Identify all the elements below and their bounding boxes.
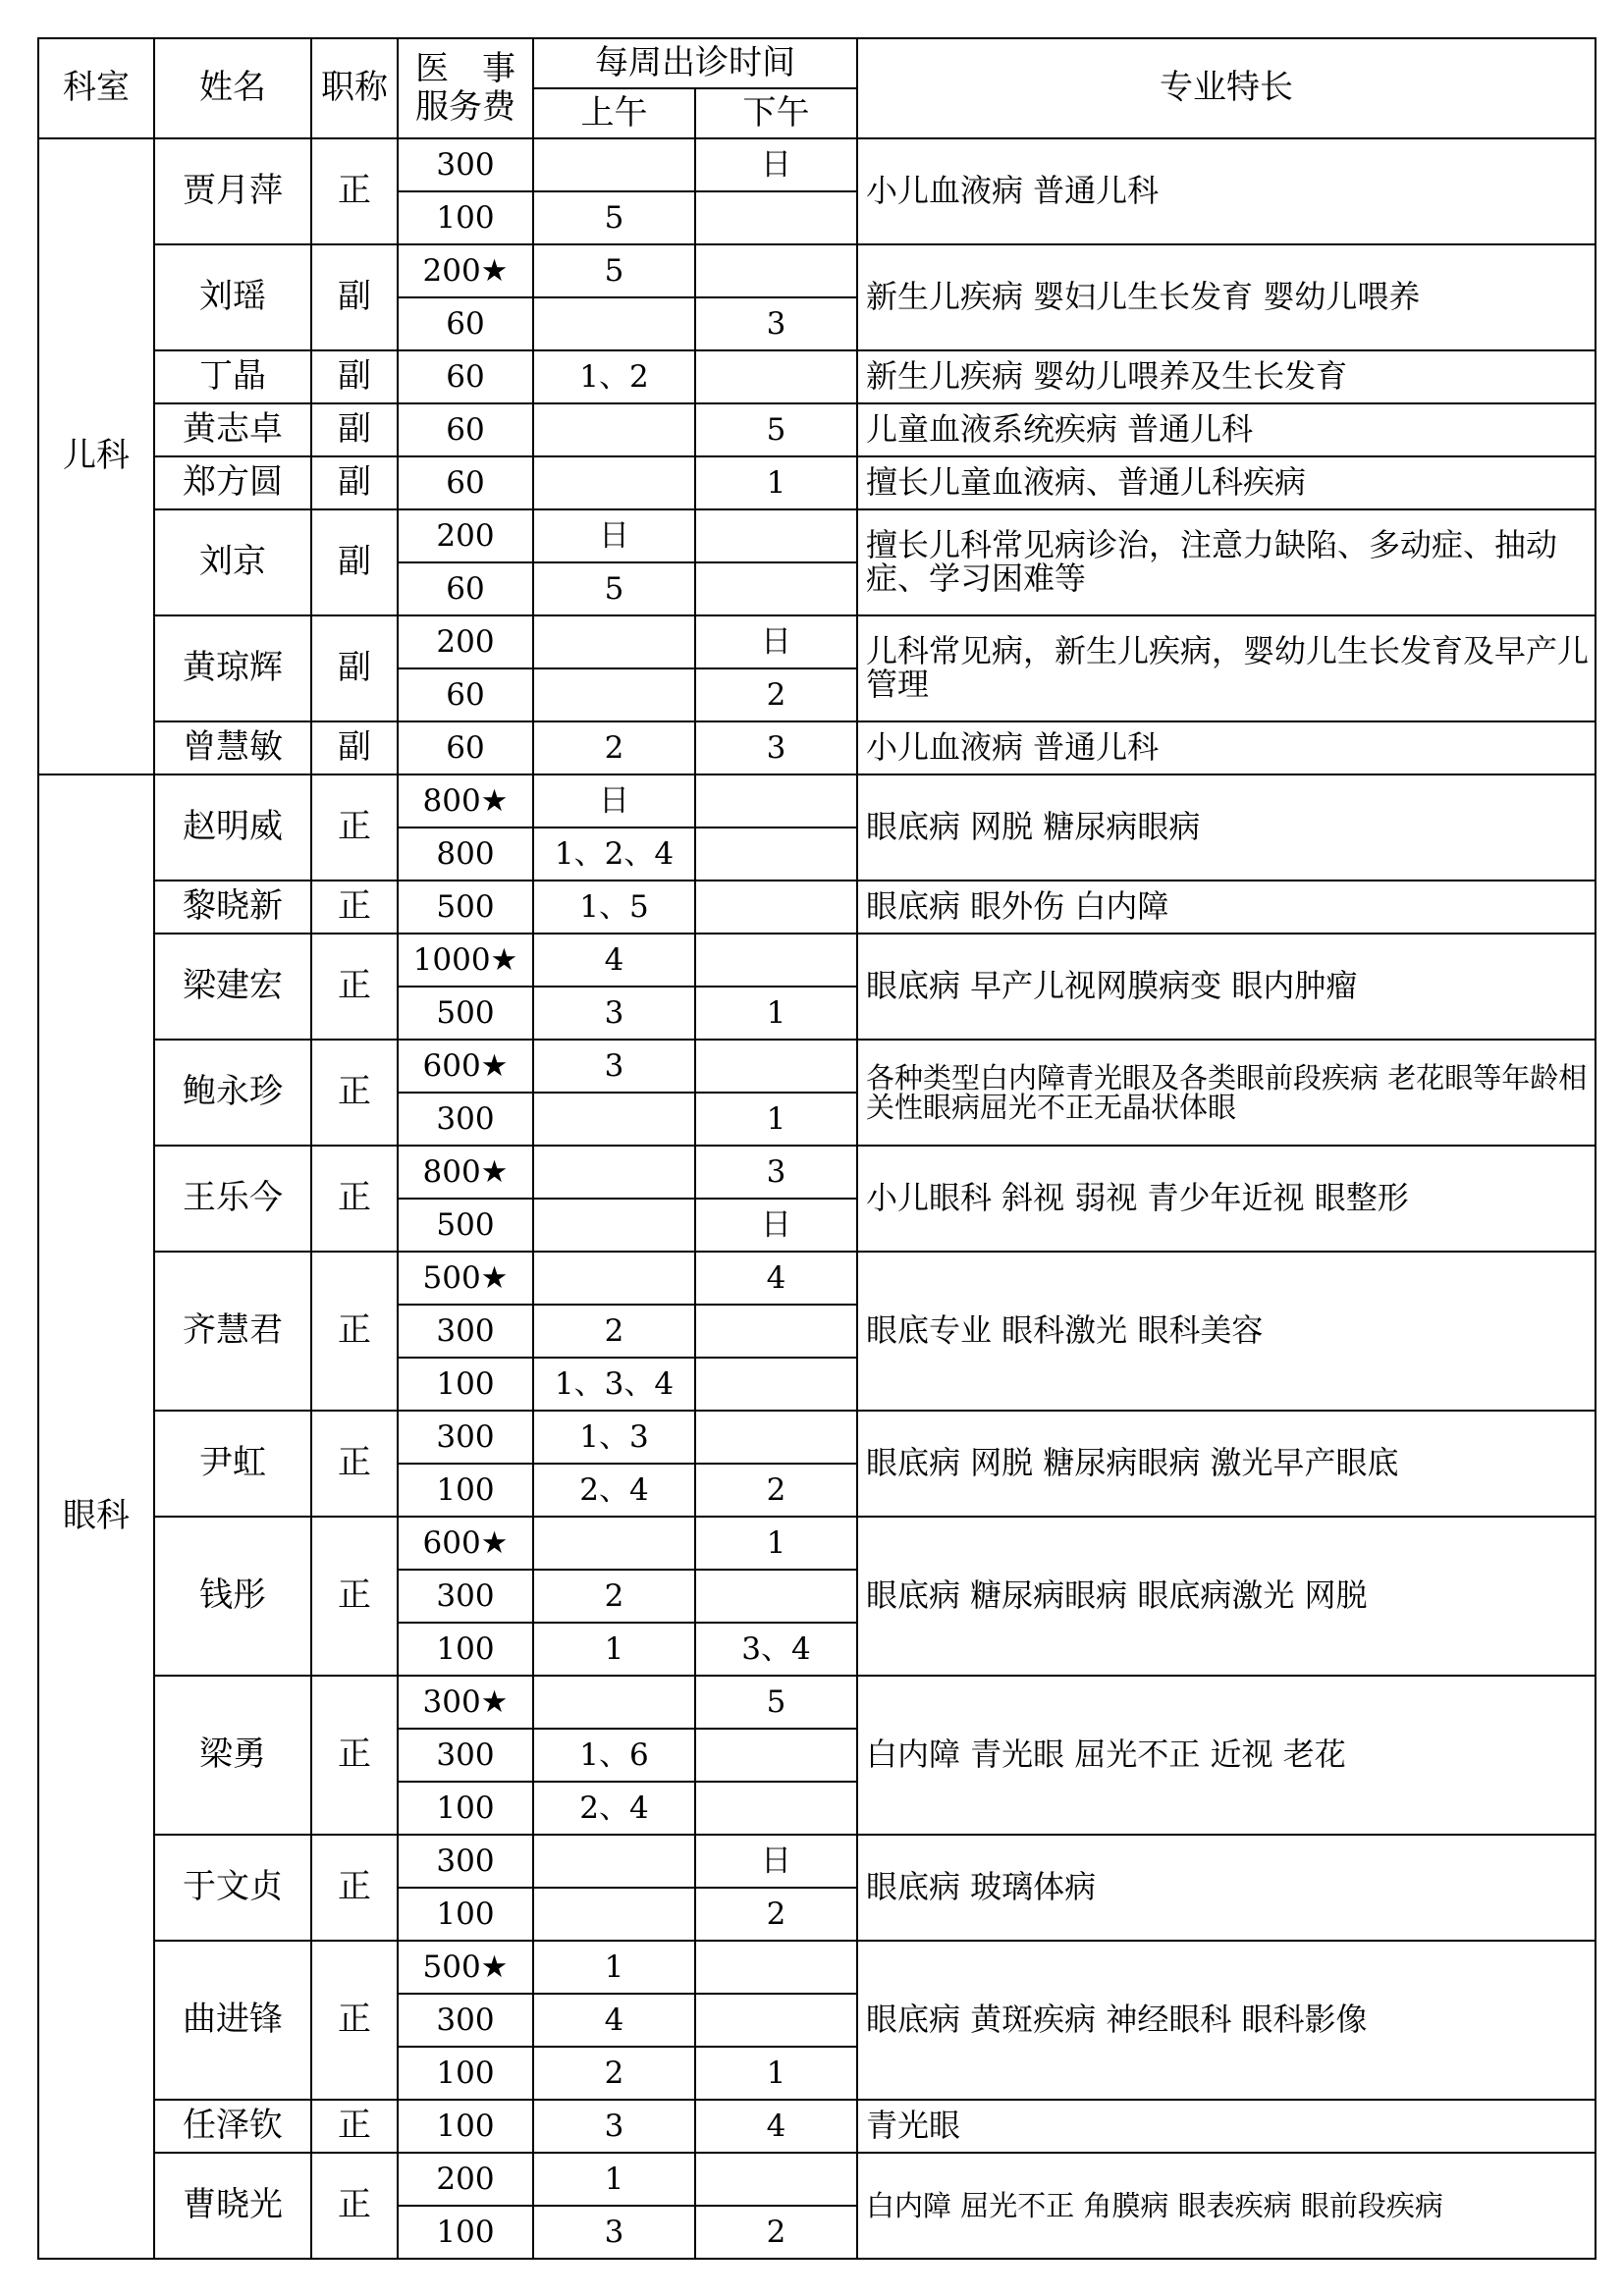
service-fee: 300 xyxy=(398,1729,533,1782)
service-fee: 800★ xyxy=(398,1146,533,1199)
service-fee: 800 xyxy=(398,828,533,881)
service-fee: 60 xyxy=(398,668,533,721)
doctor-title: 正 xyxy=(311,881,398,934)
am-days xyxy=(533,1517,695,1570)
specialty: 眼底病 网脱 糖尿病眼病 xyxy=(857,774,1596,881)
table-row xyxy=(38,881,1596,934)
table-row xyxy=(38,244,1596,297)
pm-days: 日 xyxy=(695,138,857,191)
am-days: 1、5 xyxy=(533,881,695,934)
service-fee: 200★ xyxy=(398,244,533,297)
am-days xyxy=(533,1835,695,1888)
service-fee: 60 xyxy=(398,721,533,774)
doctor-title: 副 xyxy=(311,615,398,721)
service-fee: 600★ xyxy=(398,1040,533,1093)
doctor-name: 梁建宏 xyxy=(154,934,311,1040)
service-fee: 100 xyxy=(398,2047,533,2100)
specialty: 眼底专业 眼科激光 眼科美容 xyxy=(857,1252,1596,1411)
pm-days xyxy=(695,1941,857,1994)
doctor-name: 梁勇 xyxy=(154,1676,311,1835)
doctor-title: 副 xyxy=(311,244,398,350)
service-fee: 200 xyxy=(398,2153,533,2206)
service-fee: 1000★ xyxy=(398,934,533,987)
service-fee: 300 xyxy=(398,138,533,191)
service-fee: 60 xyxy=(398,456,533,509)
am-days xyxy=(533,297,695,350)
service-fee: 300 xyxy=(398,1093,533,1146)
header-title: 职称 xyxy=(311,38,398,138)
doctor-title: 正 xyxy=(311,774,398,881)
specialty: 眼底病 玻璃体病 xyxy=(857,1835,1596,1941)
am-days: 1、3、4 xyxy=(533,1358,695,1411)
am-days: 1 xyxy=(533,1941,695,1994)
service-fee: 800★ xyxy=(398,774,533,828)
doctor-title: 副 xyxy=(311,403,398,456)
table-row xyxy=(38,934,1596,987)
am-days: 2 xyxy=(533,721,695,774)
specialty: 眼底病 黄斑疾病 神经眼科 眼科影像 xyxy=(857,1941,1596,2100)
pm-days xyxy=(695,2153,857,2206)
header-schedule: 每周出诊时间 xyxy=(533,38,857,88)
pm-days xyxy=(695,1729,857,1782)
am-days: 3 xyxy=(533,1040,695,1093)
service-fee: 100 xyxy=(398,2206,533,2259)
pm-days xyxy=(695,244,857,297)
service-fee: 200 xyxy=(398,615,533,668)
am-days xyxy=(533,668,695,721)
am-days: 4 xyxy=(533,934,695,987)
pm-days xyxy=(695,1040,857,1093)
am-days: 1 xyxy=(533,1623,695,1676)
doctor-name: 王乐今 xyxy=(154,1146,311,1252)
pm-days xyxy=(695,1994,857,2047)
doctor-name: 丁晶 xyxy=(154,350,311,403)
am-days xyxy=(533,456,695,509)
doctor-name: 贾月萍 xyxy=(154,138,311,244)
doctor-name: 黄琼辉 xyxy=(154,615,311,721)
pm-days xyxy=(695,191,857,244)
header-fee-line1: 医 事 xyxy=(415,48,515,88)
doctor-name: 刘京 xyxy=(154,509,311,615)
table-row xyxy=(38,350,1596,403)
pm-days: 日 xyxy=(695,1199,857,1252)
pm-days: 3 xyxy=(695,297,857,350)
table-row xyxy=(38,509,1596,562)
specialty: 眼底病 网脱 糖尿病眼病 激光早产眼底 xyxy=(857,1411,1596,1517)
doctor-title: 副 xyxy=(311,350,398,403)
am-days: 日 xyxy=(533,509,695,562)
pm-days: 2 xyxy=(695,2206,857,2259)
am-days: 3 xyxy=(533,2100,695,2153)
doctor-name: 赵明威 xyxy=(154,774,311,881)
am-days xyxy=(533,1676,695,1729)
table-row xyxy=(38,1676,1596,1729)
service-fee: 300 xyxy=(398,1305,533,1358)
doctor-title: 正 xyxy=(311,1941,398,2100)
doctor-title: 正 xyxy=(311,1517,398,1676)
doctor-title: 正 xyxy=(311,138,398,244)
service-fee: 300 xyxy=(398,1570,533,1623)
specialty: 小儿血液病 普通儿科 xyxy=(857,138,1596,244)
service-fee: 60 xyxy=(398,297,533,350)
pm-days: 1 xyxy=(695,2047,857,2100)
table-row xyxy=(38,1146,1596,1199)
doctor-name: 刘瑶 xyxy=(154,244,311,350)
doctor-title: 正 xyxy=(311,1252,398,1411)
specialty: 儿童血液系统疾病 普通儿科 xyxy=(857,403,1596,456)
doctor-title: 正 xyxy=(311,2100,398,2153)
service-fee: 100 xyxy=(398,1358,533,1411)
pm-days xyxy=(695,881,857,934)
doctor-title: 正 xyxy=(311,1676,398,1835)
service-fee: 60 xyxy=(398,403,533,456)
pm-days xyxy=(695,350,857,403)
specialty: 眼底病 糖尿病眼病 眼底病激光 网脱 xyxy=(857,1517,1596,1676)
pm-days: 5 xyxy=(695,403,857,456)
table-row xyxy=(38,615,1596,668)
doctor-title: 正 xyxy=(311,1040,398,1146)
pm-days: 5 xyxy=(695,1676,857,1729)
am-days: 2 xyxy=(533,1305,695,1358)
pm-days: 日 xyxy=(695,615,857,668)
am-days xyxy=(533,1252,695,1305)
doctor-title: 副 xyxy=(311,456,398,509)
am-days xyxy=(533,615,695,668)
am-days: 2 xyxy=(533,1570,695,1623)
table-row xyxy=(38,2100,1596,2153)
specialty: 擅长儿童血液病、普通儿科疾病 xyxy=(857,456,1596,509)
pm-days: 1 xyxy=(695,987,857,1040)
doctor-title: 副 xyxy=(311,721,398,774)
doctor-name: 于文贞 xyxy=(154,1835,311,1941)
doctor-title: 正 xyxy=(311,1411,398,1517)
table-row xyxy=(38,2153,1596,2206)
table-row xyxy=(38,1517,1596,1570)
specialty: 眼底病 早产儿视网膜病变 眼内肿瘤 xyxy=(857,934,1596,1040)
service-fee: 100 xyxy=(398,191,533,244)
table-row xyxy=(38,1835,1596,1888)
table-row xyxy=(38,138,1596,191)
am-days: 3 xyxy=(533,2206,695,2259)
specialty: 新生儿疾病 婴妇儿生长发育 婴幼儿喂养 xyxy=(857,244,1596,350)
pm-days: 2 xyxy=(695,668,857,721)
doctor-name: 曲进锋 xyxy=(154,1941,311,2100)
table-row xyxy=(38,403,1596,456)
service-fee: 60 xyxy=(398,350,533,403)
specialty: 白内障 屈光不正 角膜病 眼表疾病 眼前段疾病 xyxy=(857,2153,1596,2259)
header-am: 上午 xyxy=(533,88,695,138)
am-days: 日 xyxy=(533,774,695,828)
pm-days xyxy=(695,1782,857,1835)
doctor-name: 黄志卓 xyxy=(154,403,311,456)
pm-days: 3 xyxy=(695,721,857,774)
header-fee xyxy=(398,38,533,138)
header-specialty: 专业特长 xyxy=(857,38,1596,138)
pm-days: 日 xyxy=(695,1835,857,1888)
table-row xyxy=(38,721,1596,774)
pm-days: 2 xyxy=(695,1888,857,1941)
service-fee: 100 xyxy=(398,1623,533,1676)
pm-days: 1 xyxy=(695,1093,857,1146)
pm-days xyxy=(695,774,857,828)
service-fee: 300 xyxy=(398,1994,533,2047)
table-row xyxy=(38,456,1596,509)
pm-days: 3 xyxy=(695,1146,857,1199)
pm-days: 4 xyxy=(695,2100,857,2153)
pm-days xyxy=(695,1411,857,1464)
header-fee-line2: 服务费 xyxy=(415,87,515,127)
specialty: 青光眼 xyxy=(857,2100,1596,2153)
doctor-name: 郑方圆 xyxy=(154,456,311,509)
service-fee: 100 xyxy=(398,1782,533,1835)
am-days: 1、2、4 xyxy=(533,828,695,881)
doctor-title: 正 xyxy=(311,1835,398,1941)
doctor-name: 任泽钦 xyxy=(154,2100,311,2153)
am-days xyxy=(533,138,695,191)
specialty: 眼底病 眼外伤 白内障 xyxy=(857,881,1596,934)
service-fee: 500 xyxy=(398,1199,533,1252)
service-fee: 100 xyxy=(398,1464,533,1517)
doctor-title: 正 xyxy=(311,934,398,1040)
service-fee: 500★ xyxy=(398,1252,533,1305)
am-days: 2 xyxy=(533,2047,695,2100)
service-fee: 500 xyxy=(398,987,533,1040)
am-days: 3 xyxy=(533,987,695,1040)
service-fee: 600★ xyxy=(398,1517,533,1570)
am-days: 4 xyxy=(533,1994,695,2047)
service-fee: 300 xyxy=(398,1411,533,1464)
specialty: 擅长儿科常见病诊治，注意力缺陷、多动症、抽动症、学习困难等 xyxy=(857,509,1596,615)
am-days: 2、4 xyxy=(533,1464,695,1517)
pm-days: 1 xyxy=(695,456,857,509)
header-department: 科室 xyxy=(38,38,154,138)
pm-days: 3、4 xyxy=(695,1623,857,1676)
doctor-name: 黎晓新 xyxy=(154,881,311,934)
am-days: 2、4 xyxy=(533,1782,695,1835)
am-days xyxy=(533,1888,695,1941)
am-days xyxy=(533,1199,695,1252)
am-days xyxy=(533,1146,695,1199)
table-row xyxy=(38,774,1596,828)
doctor-name: 曾慧敏 xyxy=(154,721,311,774)
header-pm: 下午 xyxy=(695,88,857,138)
service-fee: 300 xyxy=(398,1835,533,1888)
table-row xyxy=(38,1040,1596,1093)
doctor-name: 鲍永珍 xyxy=(154,1040,311,1146)
doctor-title: 正 xyxy=(311,2153,398,2259)
service-fee: 100 xyxy=(398,2100,533,2153)
pm-days xyxy=(695,509,857,562)
pm-days xyxy=(695,1570,857,1623)
am-days: 1 xyxy=(533,2153,695,2206)
service-fee: 100 xyxy=(398,1888,533,1941)
specialty: 小儿血液病 普通儿科 xyxy=(857,721,1596,774)
pm-days xyxy=(695,1305,857,1358)
pm-days: 4 xyxy=(695,1252,857,1305)
service-fee: 500 xyxy=(398,881,533,934)
department-cell: 眼科 xyxy=(38,774,154,2259)
am-days xyxy=(533,1093,695,1146)
header-name: 姓名 xyxy=(154,38,311,138)
doctor-title: 副 xyxy=(311,509,398,615)
pm-days xyxy=(695,1358,857,1411)
specialty: 儿科常见病，新生儿疾病，婴幼儿生长发育及早产儿管理 xyxy=(857,615,1596,721)
table-row xyxy=(38,1411,1596,1464)
specialty: 白内障 青光眼 屈光不正 近视 老花 xyxy=(857,1676,1596,1835)
am-days: 5 xyxy=(533,244,695,297)
header-row-1 xyxy=(38,38,1596,88)
am-days: 5 xyxy=(533,562,695,615)
pm-days: 2 xyxy=(695,1464,857,1517)
service-fee: 300★ xyxy=(398,1676,533,1729)
service-fee: 60 xyxy=(398,562,533,615)
pm-days xyxy=(695,828,857,881)
doctor-title: 正 xyxy=(311,1146,398,1252)
specialty: 各种类型白内障青光眼及各类眼前段疾病 老花眼等年龄相关性眼病屈光不正无晶状体眼 xyxy=(857,1040,1596,1146)
service-fee: 500★ xyxy=(398,1941,533,1994)
am-days xyxy=(533,403,695,456)
specialty: 小儿眼科 斜视 弱视 青少年近视 眼整形 xyxy=(857,1146,1596,1252)
doctor-name: 钱彤 xyxy=(154,1517,311,1676)
doctor-name: 曹晓光 xyxy=(154,2153,311,2259)
pm-days xyxy=(695,934,857,987)
doctor-name: 尹虹 xyxy=(154,1411,311,1517)
service-fee: 200 xyxy=(398,509,533,562)
table-row xyxy=(38,1941,1596,1994)
pm-days xyxy=(695,562,857,615)
doctor-name: 齐慧君 xyxy=(154,1252,311,1411)
table-row xyxy=(38,1252,1596,1305)
specialty: 新生儿疾病 婴幼儿喂养及生长发育 xyxy=(857,350,1596,403)
department-cell: 儿科 xyxy=(38,138,154,774)
am-days: 1、3 xyxy=(533,1411,695,1464)
am-days: 5 xyxy=(533,191,695,244)
am-days: 1、2 xyxy=(533,350,695,403)
am-days: 1、6 xyxy=(533,1729,695,1782)
clinic-schedule-table xyxy=(37,37,1596,2260)
schedule-body xyxy=(38,138,1596,2259)
pm-days: 1 xyxy=(695,1517,857,1570)
